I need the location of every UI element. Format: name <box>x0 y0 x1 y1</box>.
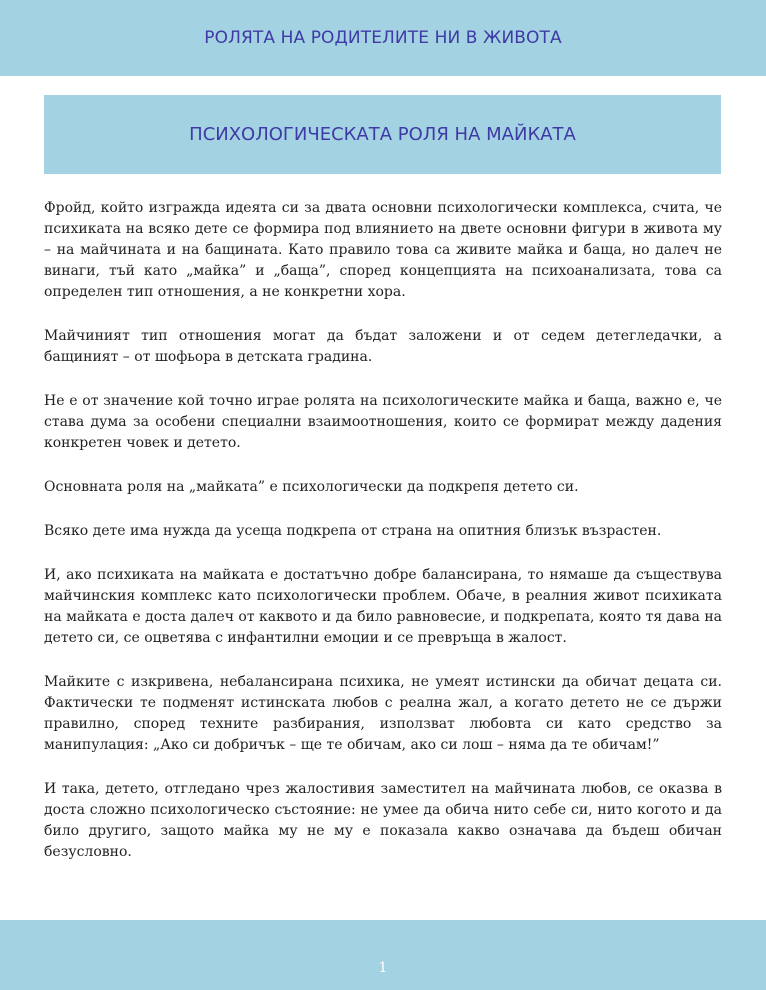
paragraph: Основната роля на „майката” е психологически да подкрепя детето си. <box>44 479 579 495</box>
paragraph: Всяко дете има нужда да усеща подкрепа от страна на опитния близък възрастен. <box>44 523 662 539</box>
document-title: РОЛЯТА НА РОДИТЕЛИТЕ НИ В ЖИВОТА <box>204 28 562 48</box>
paragraph: Фройд, който изгражда идеята си за двата основни психологически комплекса, счита, че психиката на всяко дете се формира под влиянието на двете основни фигури в живота му – на майчината и на бащината. Като правило това са живите майка и баща, но далеч не винаги, тъй като „майка” и „баща”, според концепцията на психоанализата, това са определен тип отношения, а не конкретни хора. <box>44 200 722 300</box>
page-footer <box>0 920 766 990</box>
paragraph: Майките с изкривена, небалансирана психика, не умеят истински да обичат децата си. Фактически те подменят истинската любов с реална жал, а когато детето не се държи правилно, според техните разбирания, използват любовта си като средство за манипулация: „Ако си добричък – ще те обичам, ако си лош – няма да те обичам!” <box>44 674 722 753</box>
paragraph: Майчиният тип отношения могат да бъдат заложени и от седем детегледачки, а бащиният – от шофьора в детската градина. <box>44 328 722 365</box>
paragraph: И, ако психиката на майката е достатъчно добре балансирана, то нямаше да съществува майчинския комплекс като психологически проблем. Обаче, в реалния живот психиката на майката е доста далеч от каквото и да било равновесие, и подкрепата, която тя дава на детето си, се оцветява с инфантилни емоции и се превръща в жалост. <box>44 567 722 646</box>
section-title: ПСИХОЛОГИЧЕСКАТА РОЛЯ НА МАЙКАТА <box>189 124 576 145</box>
body-text <box>44 198 722 886</box>
paragraph: Не е от значение кой точно играе ролята на психологическите майка и баща, важно е, че става дума за особени специални взаимоотношения, които се формират между дадения конкретен човек и детето. <box>44 393 722 451</box>
paragraph: И така, детето, отгледано чрез жалостивия заместител на майчината любов, се оказва в доста сложно психологическо състояние: не умее да обича нито себе си, нито когото и да било другиго, защото майка му не му е показала какво означава да бъдеш обичан безусловно. <box>44 781 722 860</box>
page-number: 1 <box>378 960 388 976</box>
page-header <box>0 0 766 76</box>
section-heading-box <box>44 95 721 174</box>
